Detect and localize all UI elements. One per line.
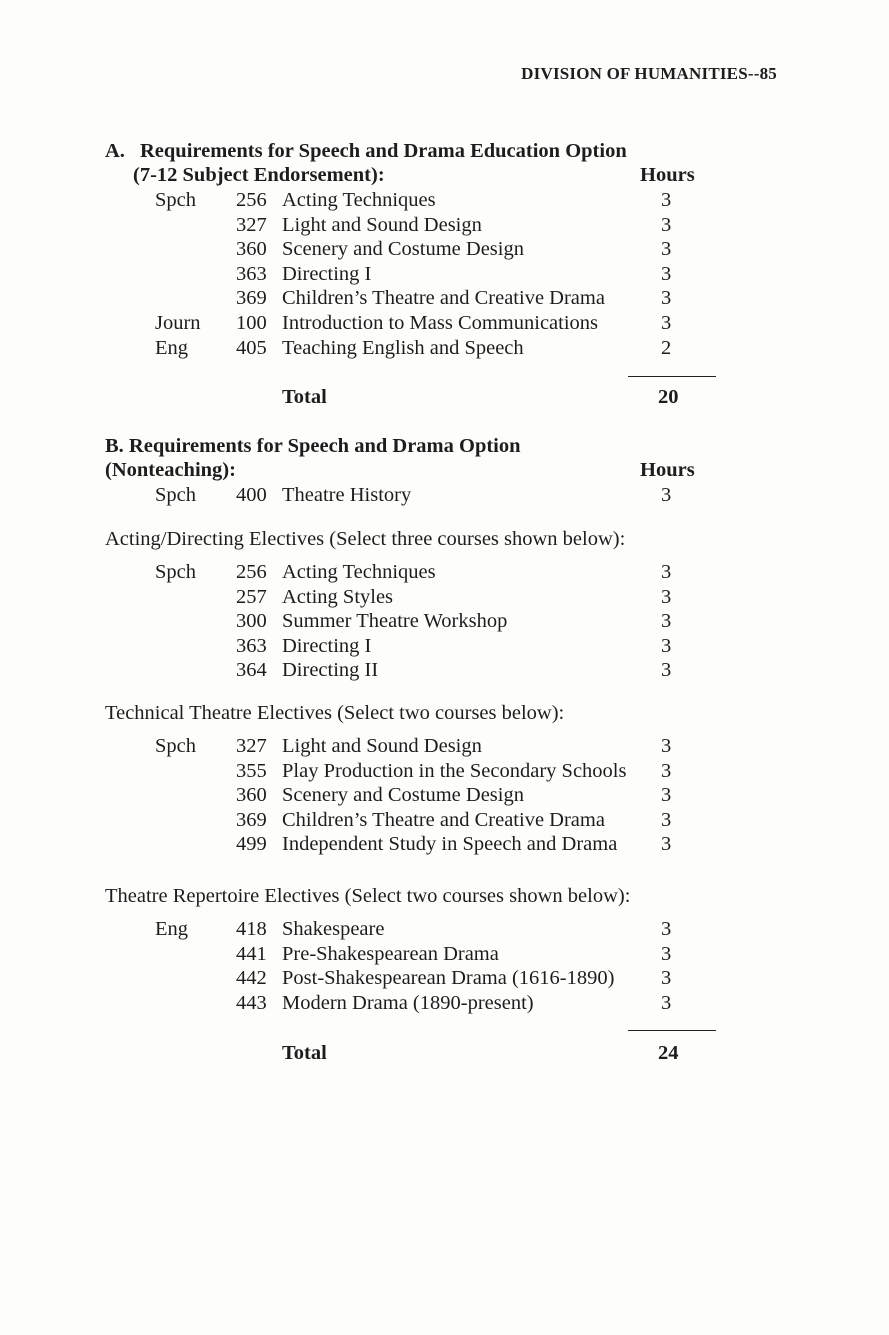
section-b-title: B. Requirements for Speech and Drama Option — [105, 435, 521, 457]
course-num: 300 — [236, 610, 267, 633]
course-hours: 3 — [661, 659, 672, 682]
section-a-subtitle: (7-12 Subject Endorsement): — [133, 164, 385, 186]
course-title: Acting Techniques — [282, 561, 436, 583]
course-num: 405 — [236, 336, 267, 359]
course-title: Directing II — [282, 659, 379, 682]
course-title: Light and Sound Design — [282, 213, 482, 236]
course-title: Scenery and Costume Design — [282, 784, 524, 807]
course-num: 327 — [236, 735, 267, 757]
section-b-subtitle: (Nonteaching): — [105, 459, 236, 481]
course-title: Light and Sound Design — [282, 735, 482, 757]
course-num: 360 — [236, 238, 267, 261]
course-dept: Eng — [155, 918, 189, 940]
course-title: Directing I — [282, 262, 372, 285]
course-num: 400 — [236, 484, 267, 506]
course-hours: 3 — [661, 213, 672, 236]
running-head: DIVISION OF HUMANITIES--85 — [521, 64, 777, 83]
course-num: 256 — [236, 189, 267, 211]
course-title: Shakespeare — [282, 918, 385, 940]
course-hours: 3 — [661, 942, 672, 965]
course-num: 256 — [236, 561, 267, 583]
course-hours: 3 — [661, 262, 672, 285]
course-title: Acting Styles — [282, 585, 394, 608]
course-num: 363 — [236, 262, 267, 285]
course-num: 363 — [236, 634, 267, 657]
course-num: 442 — [236, 967, 267, 990]
course-num: 257 — [236, 585, 267, 608]
course-title: Children’s Theatre and Creative Drama — [282, 287, 605, 310]
course-num: 369 — [236, 287, 267, 310]
course-num: 369 — [236, 808, 267, 831]
course-hours: 3 — [661, 784, 672, 807]
course-hours: 3 — [661, 967, 672, 990]
course-num: 364 — [236, 659, 267, 682]
course-hours: 3 — [661, 991, 672, 1014]
course-num: 441 — [236, 942, 267, 965]
course-title: Pre-Shakespearean Drama — [282, 942, 499, 965]
course-dept: Spch — [155, 484, 196, 506]
course-hours: 3 — [661, 808, 672, 831]
section-b-total-rule — [628, 1030, 716, 1031]
course-num: 499 — [236, 833, 267, 856]
course-title: Introduction to Mass Communications — [282, 312, 599, 334]
course-hours: 3 — [661, 287, 672, 310]
course-hours: 3 — [661, 312, 672, 334]
course-dept: Spch — [155, 561, 196, 583]
course-dept: Journ — [155, 312, 201, 334]
repertoire-electives-heading: Theatre Repertoire Electives (Select two courses shown below): — [105, 885, 631, 907]
section-b-total-label: Total — [282, 1042, 327, 1064]
course-title: Post-Shakespearean Drama (1616-1890) — [282, 967, 615, 990]
course-dept: Spch — [155, 735, 196, 757]
course-hours: 3 — [661, 634, 672, 657]
course-hours: 3 — [661, 918, 672, 940]
course-title: Play Production in the Secondary Schools — [282, 759, 627, 782]
course-title: Theatre History — [282, 484, 412, 506]
course-hours: 3 — [661, 561, 672, 583]
section-a-title: Requirements for Speech and Drama Education Option — [140, 140, 627, 162]
course-title: Teaching English and Speech — [282, 336, 524, 359]
course-title: Directing I — [282, 634, 372, 657]
course-num: 360 — [236, 784, 267, 807]
course-hours: 3 — [661, 610, 672, 633]
course-title: Scenery and Costume Design — [282, 238, 524, 261]
section-a-total-rule — [628, 376, 716, 377]
course-title: Summer Theatre Workshop — [282, 610, 508, 633]
course-hours: 3 — [661, 189, 672, 211]
course-hours: 3 — [661, 833, 672, 856]
section-a-letter: A. — [105, 140, 125, 162]
course-hours: 3 — [661, 759, 672, 782]
technical-electives-heading: Technical Theatre Electives (Select two courses below): — [105, 702, 565, 724]
course-hours: 2 — [661, 336, 672, 359]
course-hours: 3 — [661, 484, 672, 506]
course-dept: Eng — [155, 336, 189, 359]
course-num: 327 — [236, 213, 267, 236]
section-b-hours-label: Hours — [640, 459, 695, 481]
course-title: Children’s Theatre and Creative Drama — [282, 808, 605, 831]
course-num: 418 — [236, 918, 267, 940]
course-num: 355 — [236, 759, 267, 782]
section-b-total: 24 — [658, 1042, 679, 1064]
course-dept: Spch — [155, 189, 196, 211]
section-a-total-label: Total — [282, 386, 327, 408]
course-num: 100 — [236, 312, 267, 334]
course-title: Modern Drama (1890-present) — [282, 991, 534, 1014]
course-hours: 3 — [661, 238, 672, 261]
course-hours: 3 — [661, 585, 672, 608]
course-num: 443 — [236, 991, 267, 1014]
section-a-hours-label: Hours — [640, 164, 695, 186]
course-hours: 3 — [661, 735, 672, 757]
course-title: Independent Study in Speech and Drama — [282, 833, 618, 856]
course-title: Acting Techniques — [282, 189, 436, 211]
section-a-total: 20 — [658, 386, 679, 408]
acting-electives-heading: Acting/Directing Electives (Select three courses shown below): — [105, 528, 626, 550]
